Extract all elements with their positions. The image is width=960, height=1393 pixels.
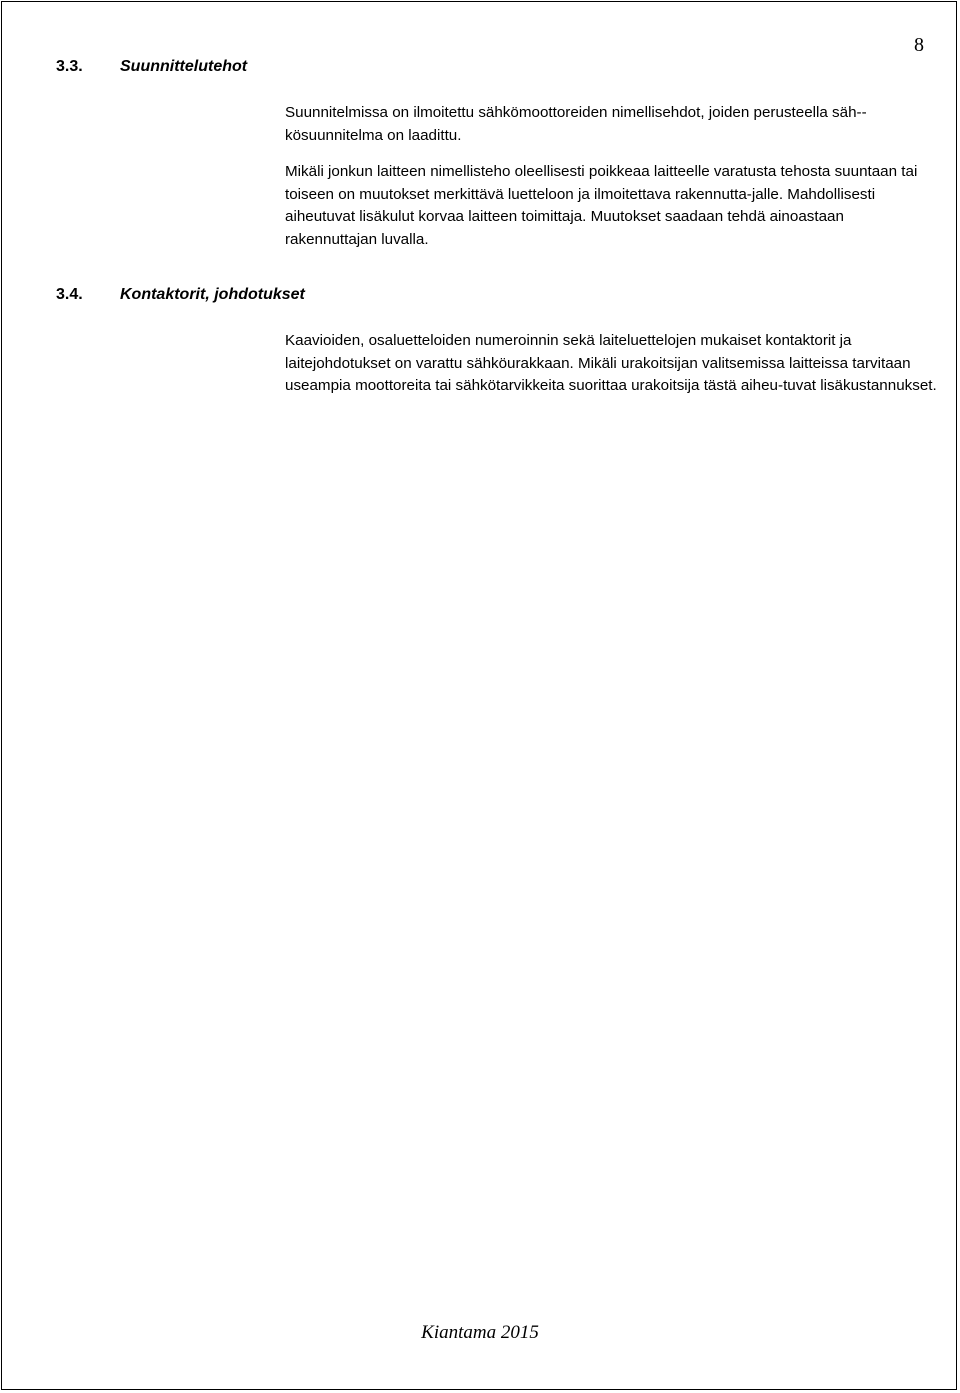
section-title: Suunnittelutehot: [120, 58, 248, 75]
paragraph-text: Mikäli jonkun laitteen nimellisteho oleellisesti poikkeaa laitteelle varatusta tehosta suuntaan tai toiseen on muutokset merkittävä luetteloon ja ilmoitettava rakennutta-jalle. Mahdollisesti aiheutuvat lisäkulut korvaa laitteen toimittaja. Muutokset saadaan tehdä ainoastaan rakennuttajan luvalla.: [285, 163, 918, 248]
section-heading-3-4: [56, 286, 305, 304]
page-number: 8: [914, 34, 924, 56]
section-heading-3-3: [56, 58, 247, 76]
footer-text: Kiantama 2015: [421, 1322, 539, 1343]
paragraph-nimellisteho: [285, 161, 939, 251]
paragraph-text: Kaavioiden, osaluetteloiden numeroinnin sekä laiteluettelojen mukaiset kontaktorit ja laitejohdotukset on varattu sähköurakkaan. Mikäli urakoitsijan valitsemissa laitteissa tarvitaan useampia moottoreita tai sähkötarvikkeita suorittaa urakoitsija tästä aiheu-tuvat lisäkustannukset.: [285, 332, 937, 394]
section-number: 3.3.: [56, 58, 83, 75]
paragraph-kontaktorit: [285, 330, 939, 398]
paragraph-nimellisehdot: [285, 102, 939, 147]
section-number: 3.4.: [56, 286, 83, 303]
section-title: Kontaktorit, johdotukset: [120, 286, 305, 303]
paragraph-text: Suunnitelmissa on ilmoitettu sähkömoottoreiden nimellisehdot, joiden perusteella säh-kösuunnitelma on laadittu.: [285, 104, 867, 144]
